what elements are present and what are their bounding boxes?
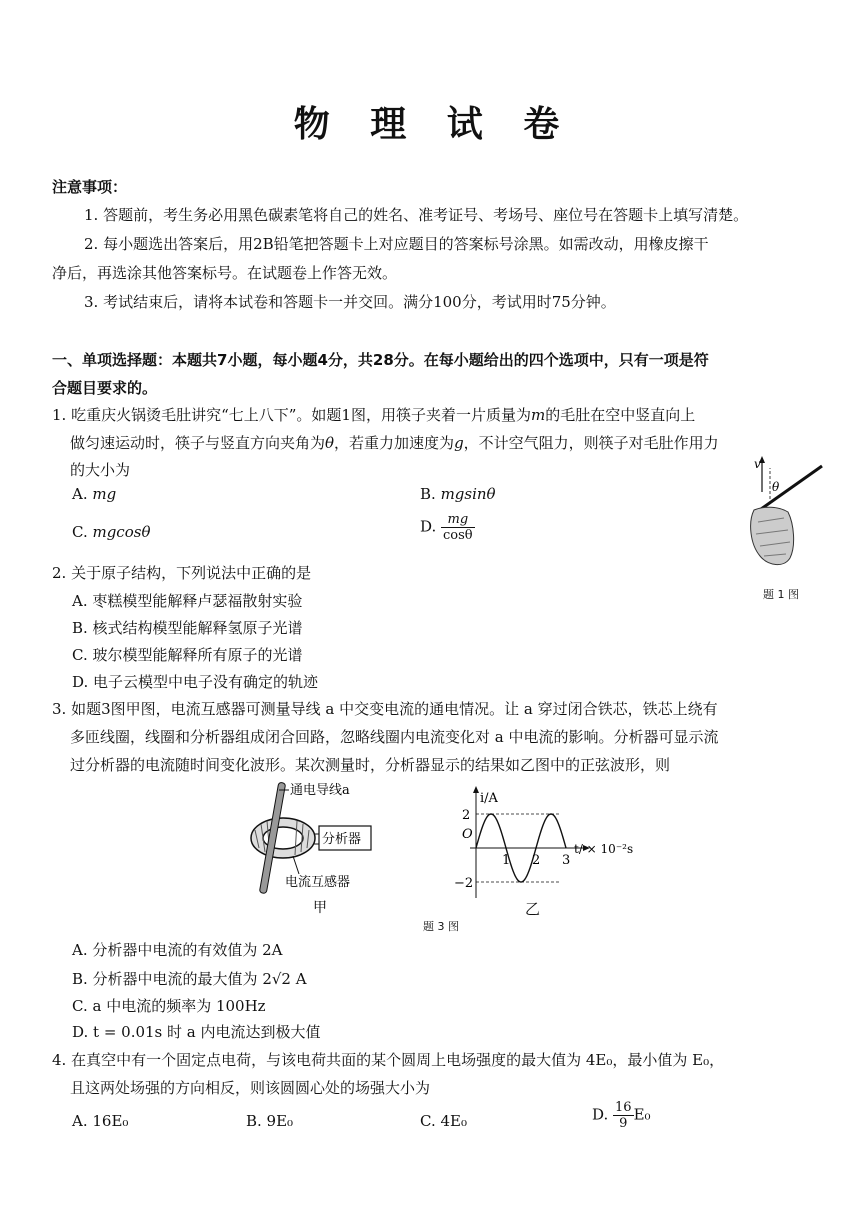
q1-option-c[interactable]: C. mgcosθ <box>72 523 151 541</box>
section-heading-cont: 合题目要求的。 <box>52 379 158 397</box>
q4-option-a[interactable]: A. 16E₀ <box>72 1112 129 1130</box>
x-axis-label: t/ × 10⁻²s <box>574 842 634 856</box>
q2-option-d[interactable]: D. 电子云模型中电子没有确定的轨迹 <box>72 673 319 691</box>
notice-item-2-cont: 净后，再选涂其他答案标号。在试题卷上作答无效。 <box>52 264 398 282</box>
tripe-shape <box>751 507 794 564</box>
q1-option-a[interactable]: A. mg <box>72 485 117 503</box>
q1-option-b[interactable]: B. mgsinθ <box>420 485 496 503</box>
angle-label: θ <box>772 480 780 494</box>
q1-option-d[interactable]: D. $\frac{mg}{\cos\theta}$ <box>420 512 473 543</box>
q4-stem-line2: 且这两处场强的方向相反，则该圆圆心处的场强大小为 <box>70 1079 431 1097</box>
chopstick <box>754 466 822 514</box>
analyzer-label: 分析器 <box>322 832 362 847</box>
y-tick-label: −2 <box>454 876 474 891</box>
q3-option-d[interactable]: D. t = 0.01s 时 a 内电流达到极大值 <box>72 1023 321 1041</box>
q2-option-b[interactable]: B. 核式结构模型能解释氢原子光谱 <box>72 619 303 637</box>
notice-item-3: 3. 考试结束后，请将本试卷和答题卡一并交回。满分100分，考试用时75分钟。 <box>84 293 616 311</box>
q2-option-c[interactable]: C. 玻尔模型能解释所有原子的光谱 <box>72 646 303 664</box>
q3-stem-line1: 3. 如题3图甲图，电流互感器可测量导线 a 中交变电流的通电情况。让 a 穿过闭合铁芯，铁芯上绕有 <box>52 700 718 718</box>
notice-item-1: 1. 答题前，考生务必用黑色碳素笔将自己的姓名、准考证号、考场号、座位号在答题卡上填写清楚。 <box>84 206 749 224</box>
wire-label: 通电导线a <box>290 783 350 798</box>
figure-jia-label: 甲 <box>313 900 327 916</box>
y-axis-label: i/A <box>480 791 498 806</box>
q1-figure-caption: 题 1 图 <box>763 588 799 601</box>
transformer-label: 电流互感器 <box>285 875 351 890</box>
q4-option-d[interactable]: D. $\frac{16}{9}$ E₀ <box>592 1100 651 1131</box>
x-tick-label: 3 <box>562 853 571 868</box>
section-heading: 一、单项选择题：本题共7小题，每小题4分，共28分。在每小题给出的四个选项中，只有一项是符 <box>52 351 709 369</box>
q4-stem-line1: 4. 在真空中有一个固定点电荷，与该电荷共面的某个圆周上电场强度的最大值为 4E₀，最小值为 E₀， <box>52 1051 725 1069</box>
y-axis-arrowhead <box>473 786 479 793</box>
q3-figure-caption: 题 3 图 <box>423 920 459 933</box>
transformer-label-leader <box>293 856 299 874</box>
q3-stem-line3: 过分析器的电流随时间变化波形。某次测量时，分析器显示的结果如乙图中的正弦波形，则 <box>70 756 671 774</box>
q3-option-b[interactable]: B. 分析器中电流的最大值为 2√2 A <box>72 970 307 988</box>
x-tick-label: 2 <box>532 853 541 868</box>
q1-stem-line2: 做匀速运动时，筷子与竖直方向夹角为θ，若重力加速度为g，不计空气阻力，则筷子对毛肚作用力 <box>70 434 719 452</box>
q1-figure <box>740 452 830 582</box>
q2-option-a[interactable]: A. 枣糕模型能解释卢瑟福散射实验 <box>72 592 303 610</box>
q3-figure-jia <box>235 778 405 918</box>
q3-stem-line2: 多匝线圈，线圈和分析器组成闭合回路，忽略线圈内电流变化对 a 中电流的影响。分析器可显示流 <box>70 728 719 746</box>
notice-item-2: 2. 每小题选出答案后，用2B铅笔把答题卡上对应题目的答案标号涂黑。如需改动，用橡皮擦干 <box>84 235 709 253</box>
q3-option-c[interactable]: C. a 中电流的频率为 100Hz <box>72 997 266 1015</box>
page-title: 物 理 试 卷 <box>293 103 574 145</box>
x-tick-label: 1 <box>502 853 511 868</box>
origin-label: O <box>462 827 473 842</box>
notice-heading: 注意事项： <box>52 178 128 196</box>
velocity-label: v <box>754 457 761 471</box>
q4-option-c[interactable]: C. 4E₀ <box>420 1112 467 1130</box>
y-tick-label: 2 <box>462 808 471 823</box>
q4-option-b[interactable]: B. 9E₀ <box>246 1112 294 1130</box>
figure-yi-label: 乙 <box>525 900 541 918</box>
q1-stem-line3: 的大小为 <box>70 461 131 479</box>
q1-stem-line1: 1. 吃重庆火锅烫毛肚讲究“七上八下”。如题1图，用筷子夹着一片质量为m的毛肚在空中竖直向上 <box>52 406 696 424</box>
q3-option-a[interactable]: A. 分析器中电流的有效值为 2A <box>72 941 283 959</box>
q2-stem: 2. 关于原子结构，下列说法中正确的是 <box>52 564 312 582</box>
